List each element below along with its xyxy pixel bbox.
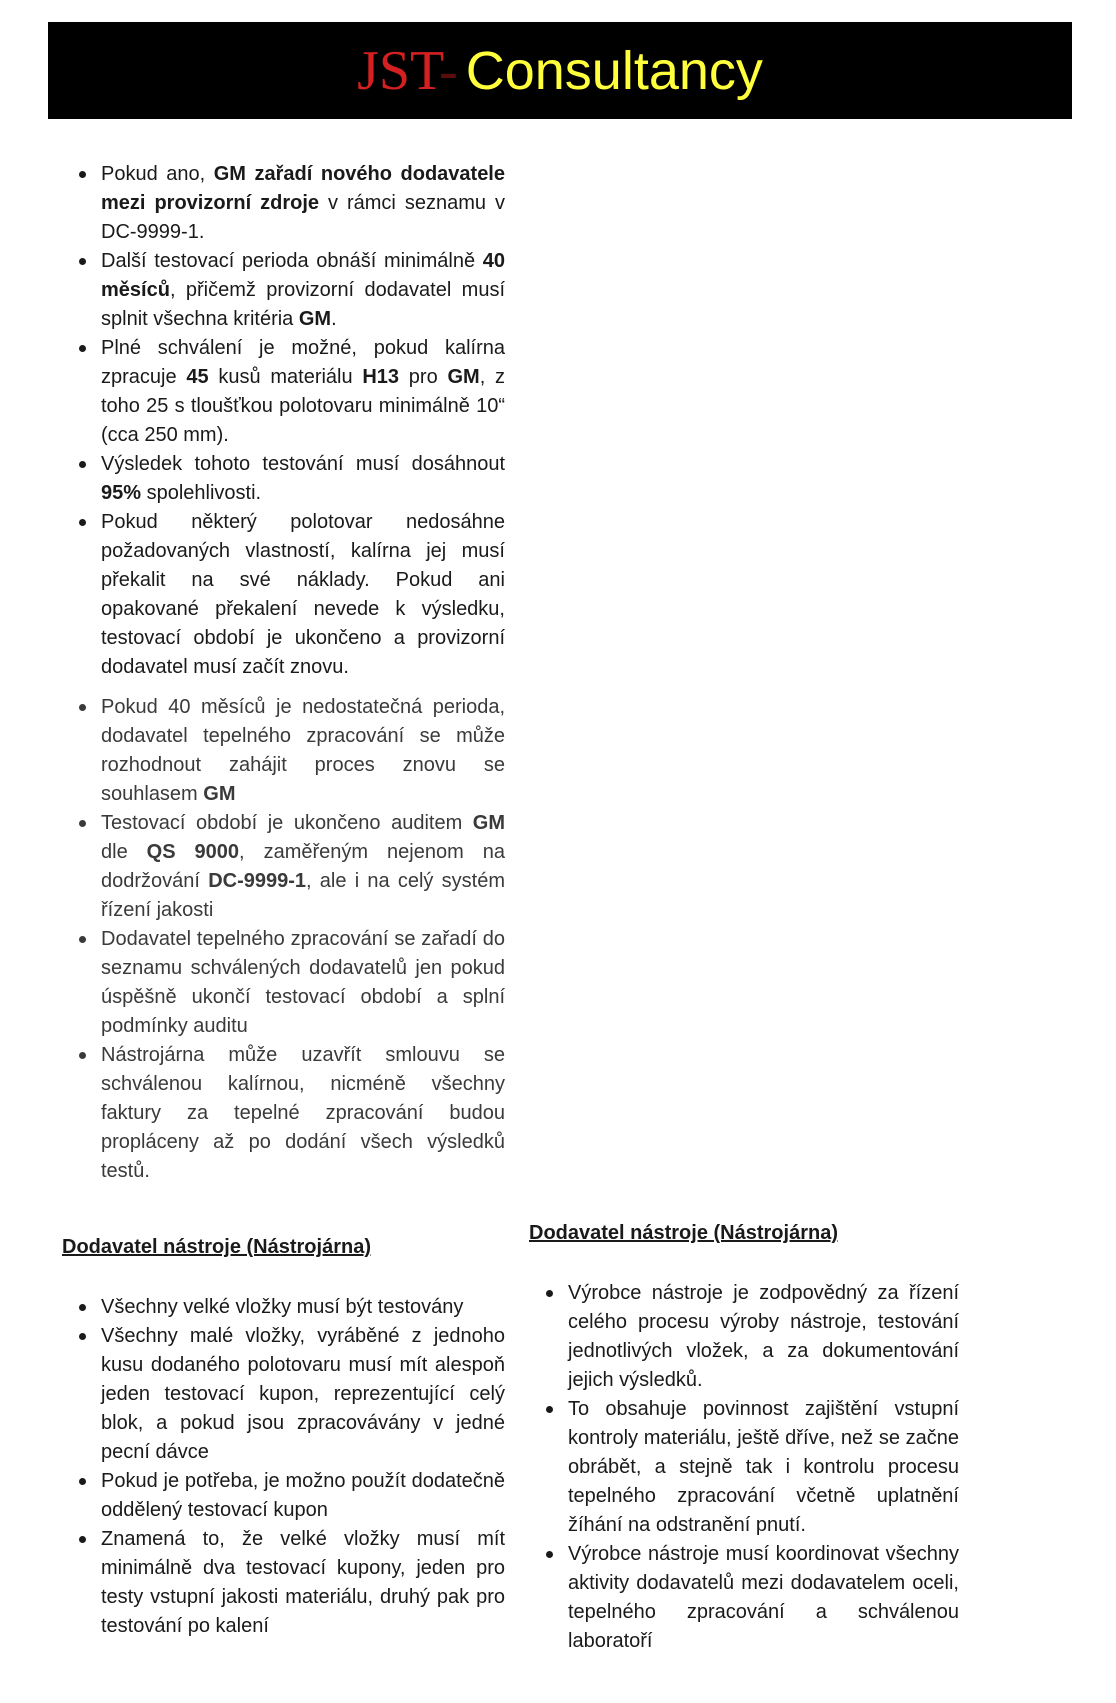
header-banner xyxy=(48,22,1072,119)
bullet-item xyxy=(529,1395,959,1540)
bold-text: GM xyxy=(298,308,332,330)
bullet-item xyxy=(62,247,505,334)
text-run: Nástrojárna může uzavřít smlouvu se schválenou kalírnou, nicméně všechny faktury za tepelné zpracování budou propláceny až po dodání všech výsledků testů. xyxy=(101,1044,505,1182)
text-run: Pokud je potřeba, je možno použít dodatečně oddělený testovací kupon xyxy=(101,1470,505,1521)
text-run: Pokud 40 měsíců je nedostatečná perioda, dodavatel tepelného zpracování se může rozhodnout zahájit proces znovu se souhlasem xyxy=(101,696,505,805)
bold-text: 45 xyxy=(186,366,209,388)
text-run: , zaměřeným nejenom na dodržování xyxy=(101,841,505,892)
lower-bullet-list xyxy=(62,693,505,1186)
text-run: spolehlivosti. xyxy=(141,482,262,504)
text-run: Další testovací perioda obnáší minimálně xyxy=(101,250,483,272)
text-run: dle xyxy=(101,841,147,863)
bullet-item xyxy=(62,809,505,925)
bullet-item xyxy=(62,1041,505,1186)
text-run: Výrobce nástroje je zodpovědný za řízení celého procesu výroby nástroje, testování jednotlivých vložek, a za dokumentování jejich výsledků. xyxy=(568,1282,959,1391)
bullet-item xyxy=(529,1540,959,1656)
bold-text: 95% xyxy=(101,482,142,504)
company-logo xyxy=(357,39,763,102)
text-run: . xyxy=(331,308,337,330)
text-run: kusů materiálu xyxy=(208,366,363,388)
bullet-item xyxy=(62,693,505,809)
text-run: Testovací období je ukončeno auditem xyxy=(101,812,473,834)
bullet-item xyxy=(62,450,505,508)
bold-text: GM xyxy=(472,812,505,834)
logo-jst: JST xyxy=(357,39,440,102)
bold-text: QS 9000 xyxy=(146,841,240,863)
bold-text: GM zařadí nového dodavatele mezi provizorní zdroje xyxy=(101,163,505,214)
text-run: Znamená to, že velké vložky musí mít minimálně dva testovací kupony, jeden pro testy vstupní jakosti materiálu, druhý pak pro testování po kalení xyxy=(101,1528,505,1637)
bullet-item xyxy=(62,1525,505,1641)
text-run: Výrobce nástroje musí koordinovat všechny aktivity dodavatelů mezi dodavatelem oceli, tepelného zpracování a schválenou laboratoří xyxy=(568,1543,959,1652)
bullet-item xyxy=(62,1467,505,1525)
bold-text: 40 měsíců xyxy=(101,250,505,301)
text-run: Plné schválení je možné, pokud kalírna zpracuje xyxy=(101,337,505,388)
text-run: pro xyxy=(399,366,448,388)
text-run: , přičemž provizorní dodavatel musí splnit všechna kritéria xyxy=(101,279,505,330)
right-section-list xyxy=(529,1279,959,1656)
text-run: v rámci seznamu v DC-9999-1. xyxy=(101,192,505,243)
text-run: To obsahuje povinnost zajištění vstupní kontroly materiálu, ještě dříve, než se začne obrábět, a stejně tak i kontrolu procesu tepelného zpracování včetně uplatnění žíhání na odstranění pnutí. xyxy=(568,1398,959,1536)
bullet-item xyxy=(62,1293,505,1322)
text-run: , ale i na celý systém řízení jakosti xyxy=(101,870,505,921)
text-run: Všechny malé vložky, vyráběné z jednoho kusu dodaného polotovaru musí mít alespoň jeden testovací kupon, reprezentující celý blok, a pokud jsou zpracovávány v jedné pecní dávce xyxy=(101,1325,505,1463)
text-run: Pokud ano, xyxy=(101,163,214,185)
bullet-item xyxy=(62,160,505,247)
text-run: Pokud některý polotovar nedosáhne požadovaných vlastností, kalírna jej musí překalit na své náklady. Pokud ani opakované překalení nevede k výsledku, testovací období je ukončeno a provizorní dodavatel musí začít znovu. xyxy=(101,511,505,678)
bold-text: GM xyxy=(203,783,236,805)
upper-bullet-list xyxy=(62,160,505,682)
bold-text: GM xyxy=(447,366,480,388)
logo-consultancy: Consultancy xyxy=(465,40,763,101)
text-run: Výsledek tohoto testování musí dosáhnout xyxy=(101,453,505,475)
bold-text: DC-9999-1 xyxy=(208,870,307,892)
section-title-right: Dodavatel nástroje (Nástrojárna) xyxy=(529,1222,838,1244)
bullet-item xyxy=(62,1322,505,1467)
text-run: , z toho 25 s tloušťkou polotovaru minimálně 10“ (cca 250 mm). xyxy=(101,366,505,446)
bold-text: H13 xyxy=(362,366,400,388)
text-run: Dodavatel tepelného zpracování se zařadí do seznamu schválených dodavatelů jen pokud úspěšně ukončí testovací období a splní podmínky auditu xyxy=(101,928,505,1037)
left-section-list xyxy=(62,1293,505,1641)
bullet-item xyxy=(62,334,505,450)
bullet-item xyxy=(529,1279,959,1395)
text-run: Všechny velké vložky musí být testovány xyxy=(101,1296,464,1318)
bullet-item xyxy=(62,925,505,1041)
bullet-item xyxy=(62,508,505,682)
section-title-left: Dodavatel nástroje (Nástrojárna) xyxy=(62,1236,371,1258)
logo-dash: - xyxy=(439,39,458,102)
